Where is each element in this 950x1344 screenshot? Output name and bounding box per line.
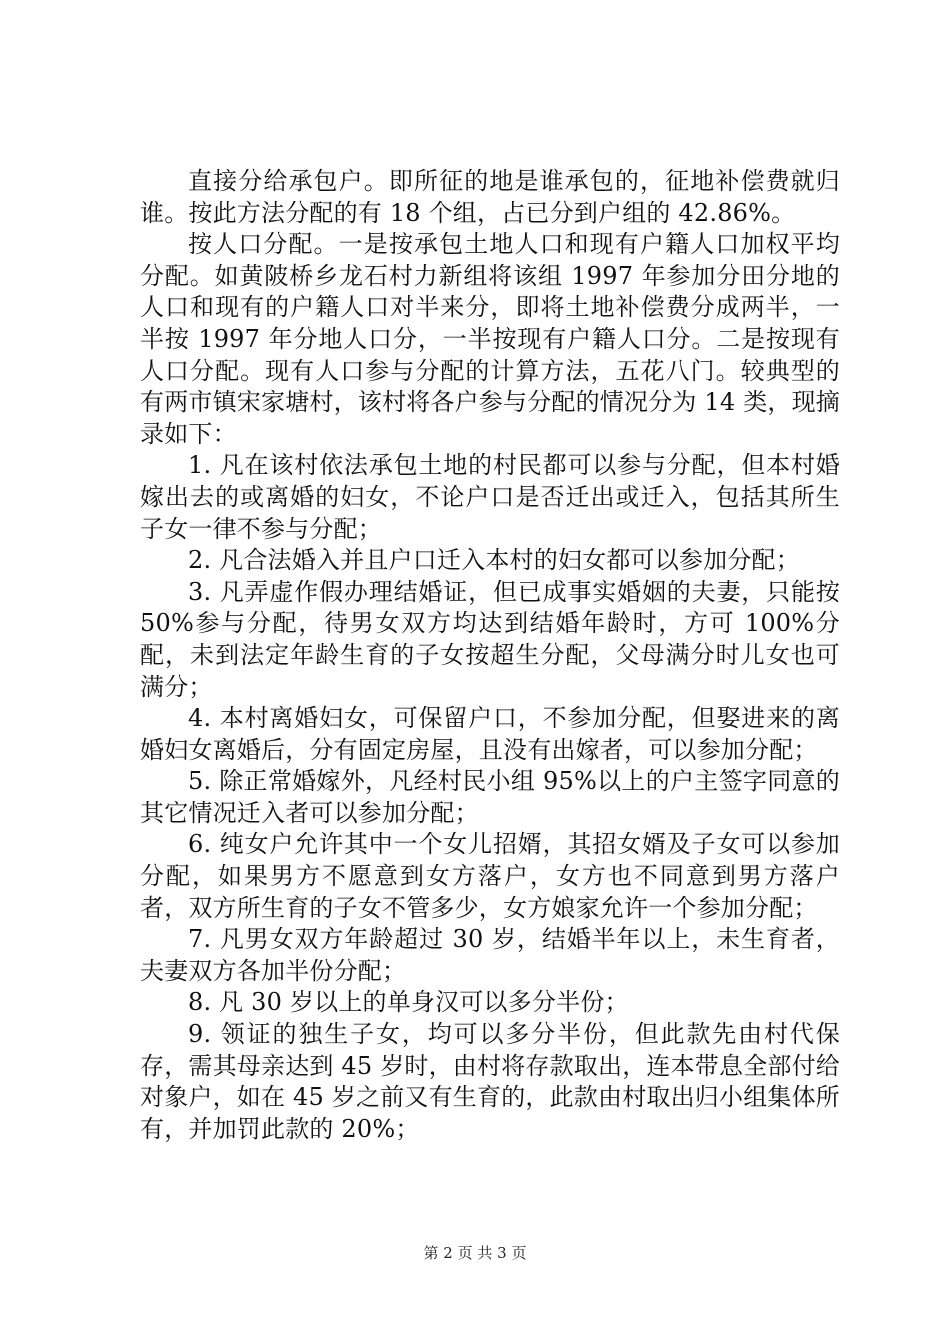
rule-item-7: 7. 凡男女双方年龄超过 30 岁，结婚半年以上，未生育者，夫妻双方各加半份分配；	[140, 925, 840, 985]
rule-item-8: 8. 凡 30 岁以上的单身汉可以多分半份；	[188, 988, 629, 1017]
document-body	[140, 166, 840, 1145]
rule-item-4: 4. 本村离婚妇女，可保留户口，不参加分配，但娶进来的离婚妇女离婚后，分有固定房屋，且没有出嫁者，可以参加分配；	[140, 704, 840, 764]
rule-item-1: 1. 凡在该村依法承包土地的村民都可以参与分配，但本村婚嫁出去的或离婚的妇女，不论户口是否迁出或迁入，包括其所生子女一律不参与分配；	[140, 451, 840, 543]
rule-item-6: 6. 纯女户允许其中一个女儿招婿，其招女婿及子女可以参加分配，如果男方不愿意到女方落户，女方也不同意到男方落户者，双方所生育的子女不管多少，女方娘家允许一个参加分配；	[140, 830, 840, 922]
rule-item-3: 3. 凡弄虚作假办理结婚证，但已成事实婚姻的夫妻，只能按 50%参与分配，待男女双方均达到结婚年龄时，方可 100%分配，未到法定年龄生育的子女按超生分配，父母满分时儿女也可满分；	[140, 577, 840, 701]
paragraph-population-allocation: 按人口分配。一是按承包土地人口和现有户籍人口加权平均分配。如黄陂桥乡龙石村力新组将该组 1997 年参加分田分地的人口和现有的户籍人口对半来分，即将土地补偿费分成两半，一半按 1997 年分地人口分，一半按现有户籍人口分。二是按现有人口分配。现有人口参与分配的计算方法，五花八门。较典型的有两市镇宋家塘村，该村将各户参与分配的情况分为 14 类，现摘录如下：	[140, 230, 840, 448]
page-footer: 第 2 页 共 3 页	[423, 1244, 527, 1262]
paragraph-direct-allocation: 直接分给承包户。即所征的地是谁承包的，征地补偿费就归谁。按此方法分配的有 18 个组，占已分到户组的 42.86%。	[140, 167, 840, 227]
rule-item-9: 9. 领证的独生子女，均可以多分半份，但此款先由村代保存，需其母亲达到 45 岁时，由村将存款取出，连本带息全部付给对象户，如在 45 岁之前又有生育的，此款由村取出归小组集体所有，并加罚此款的 20%；	[140, 1020, 840, 1143]
rule-item-5: 5. 除正常婚嫁外，凡经村民小组 95%以上的户主签字同意的其它情况迁入者可以参加分配；	[140, 767, 840, 827]
rule-item-2: 2. 凡合法婚入并且户口迁入本村的妇女都可以参加分配；	[188, 546, 800, 575]
